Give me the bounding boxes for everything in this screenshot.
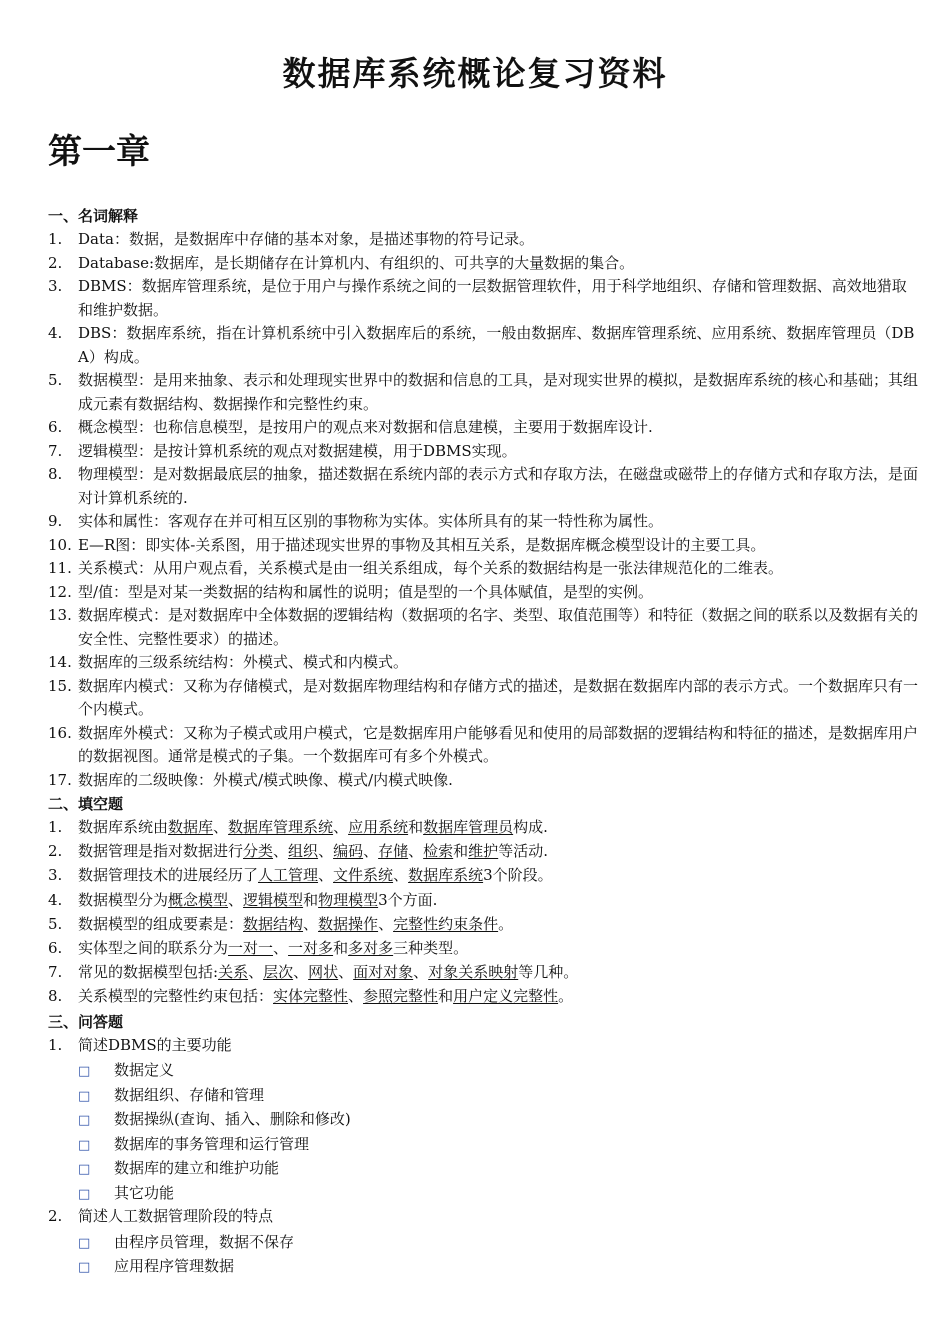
bullet-icon: □ bbox=[78, 1186, 91, 1202]
fill-text: 和 bbox=[408, 818, 424, 836]
fill-item-number: 1. bbox=[48, 818, 63, 836]
term-item-text: 数据库模式：是对数据库中全体数据的逻辑结构（数据项的名字、类型、取值范围等）和特征（数据之间的联系以及数据有关的安全性、完整性要求）的描述。 bbox=[78, 606, 919, 648]
fill-text: 等几种。 bbox=[518, 963, 579, 982]
fill-answer: 分类 bbox=[243, 842, 274, 861]
term-item-number: 1. bbox=[48, 230, 63, 248]
qa-bullet bbox=[78, 1254, 234, 1280]
term-item bbox=[48, 581, 918, 605]
fill-text: 构成. bbox=[513, 818, 548, 836]
bullet-icon: □ bbox=[78, 1088, 91, 1104]
fill-text: 。 bbox=[558, 987, 574, 1006]
fill-text: 、 bbox=[348, 987, 364, 1006]
fill-answer: 文件系统 bbox=[333, 866, 394, 885]
fill-item bbox=[48, 889, 918, 913]
fill-answer: 数据结构 bbox=[243, 914, 304, 933]
qa-bullet bbox=[78, 1181, 174, 1207]
qa-item-text: 简述人工数据管理阶段的特点 bbox=[78, 1207, 274, 1226]
fill-item-number: 7. bbox=[48, 963, 63, 982]
term-item-text: Data：数据，是数据库中存储的基本对象，是描述事物的符号记录。 bbox=[78, 230, 534, 248]
term-item bbox=[48, 534, 918, 558]
bullet-icon: □ bbox=[78, 1137, 91, 1153]
qa-item bbox=[48, 1034, 918, 1058]
term-item-text: 关系模式：从用户观点看，关系模式是由一组关系组成，每个关系的数据结构是一张法律规范化的二维表。 bbox=[78, 559, 784, 577]
fill-answer: 物理模型 bbox=[318, 890, 379, 909]
fill-item-text bbox=[78, 913, 918, 937]
fill-item-text bbox=[78, 937, 918, 961]
fill-text: 、 bbox=[228, 890, 244, 909]
fill-text: 数据库系统由 bbox=[78, 818, 169, 836]
term-item bbox=[48, 440, 918, 464]
chapter-heading: 第一章 bbox=[48, 132, 150, 172]
fill-answer: 对象关系映射 bbox=[428, 963, 519, 982]
term-item bbox=[48, 675, 918, 722]
term-item-number: 6. bbox=[48, 418, 63, 436]
fill-text: 、 bbox=[273, 842, 289, 861]
fill-answer: 实体完整性 bbox=[273, 987, 349, 1006]
fill-text: 实体型之间的联系分为 bbox=[78, 939, 229, 957]
term-item bbox=[48, 228, 918, 252]
fill-answer: 网状 bbox=[308, 963, 339, 982]
fill-answer: 数据库管理系统 bbox=[228, 818, 334, 836]
qa-bullet-text: 应用程序管理数据 bbox=[114, 1257, 235, 1276]
term-item-text: 概念模型：也称信息模型，是按用户的观点来对数据和信息建模，主要用于数据库设计. bbox=[78, 418, 653, 436]
fill-text: 、 bbox=[213, 818, 229, 836]
fill-text: 数据管理是指对数据进行 bbox=[78, 842, 244, 861]
fill-answer: 数据操作 bbox=[318, 914, 379, 933]
qa-item bbox=[48, 1205, 918, 1229]
fill-answer: 检索 bbox=[423, 842, 454, 861]
qa-bullet bbox=[78, 1132, 309, 1158]
fill-item-number: 6. bbox=[48, 939, 63, 957]
qa-bullet-text: 数据库的建立和维护功能 bbox=[114, 1159, 280, 1178]
fill-item-text bbox=[78, 889, 918, 913]
fill-text: 、 bbox=[408, 842, 424, 861]
fill-text: 和 bbox=[453, 842, 469, 861]
fill-answer: 应用系统 bbox=[348, 818, 409, 836]
term-item bbox=[48, 557, 918, 581]
term-item-number: 5. bbox=[48, 371, 63, 389]
fill-text: 3个方面. bbox=[378, 890, 438, 909]
term-item-number: 3. bbox=[48, 277, 63, 295]
term-item-text: 物理模型：是对数据最底层的抽象，描述数据在系统内部的表示方式和存取方法，在磁盘或磁带上的存储方式和存取方法，是面对计算机系统的. bbox=[78, 465, 919, 507]
term-item-number: 11. bbox=[48, 559, 72, 577]
qa-bullet-text: 数据库的事务管理和运行管理 bbox=[114, 1134, 310, 1153]
qa-item-text: 简述DBMS的主要功能 bbox=[78, 1035, 232, 1054]
term-item bbox=[48, 651, 918, 675]
term-item-text: 数据模型：是用来抽象、表示和处理现实世界中的数据和信息的工具，是对现实世界的模拟，是数据库系统的核心和基础；其组成元素有数据结构、数据操作和完整性约束。 bbox=[78, 371, 919, 413]
term-item-number: 9. bbox=[48, 512, 63, 530]
fill-answer: 概念模型 bbox=[168, 890, 229, 909]
term-item-text: 数据库外模式：又称为子模式或用户模式，它是数据库用户能够看见和使用的局部数据的逻辑结构和特征的描述，是数据库用户的数据视图。通常是模式的子集。一个数据库可有多个外模式。 bbox=[78, 723, 919, 765]
qa-bullet-text: 其它功能 bbox=[114, 1183, 175, 1202]
fill-item bbox=[48, 961, 918, 985]
fill-item-text bbox=[78, 864, 918, 888]
bullet-icon: □ bbox=[78, 1064, 91, 1080]
term-item-number: 17. bbox=[48, 770, 72, 789]
fill-text: 、 bbox=[273, 939, 289, 957]
section-heading-fill: 二、填空题 bbox=[48, 795, 124, 813]
qa-item-number: 2. bbox=[48, 1207, 63, 1226]
section-heading-terms: 一、名词解释 bbox=[48, 207, 139, 225]
term-item-text: Database:数据库，是长期储存在计算机内、有组织的、可共享的大量数据的集合。 bbox=[78, 253, 635, 272]
fill-item bbox=[48, 816, 918, 840]
fill-text: 、 bbox=[338, 963, 354, 982]
fill-answer: 一对多 bbox=[288, 939, 334, 957]
term-item bbox=[48, 722, 918, 769]
fill-item-text bbox=[78, 985, 918, 1009]
fill-text: 等活动. bbox=[498, 842, 548, 861]
term-item bbox=[48, 275, 918, 322]
fill-answer: 层次 bbox=[263, 963, 294, 982]
bullet-icon: □ bbox=[78, 1235, 91, 1251]
fill-item bbox=[48, 840, 918, 864]
fill-item-text bbox=[78, 961, 918, 985]
term-item-number: 4. bbox=[48, 324, 63, 342]
fill-text: 、 bbox=[333, 818, 349, 836]
fill-text: 、 bbox=[393, 866, 409, 885]
fill-item-text bbox=[78, 840, 918, 864]
term-item-number: 2. bbox=[48, 253, 63, 272]
term-item-number: 10. bbox=[48, 535, 72, 554]
fill-text: 、 bbox=[248, 963, 264, 982]
term-item-text: DBMS：数据库管理系统，是位于用户与操作系统之间的一层数据管理软件，用于科学地组织、存储和管理数据、高效地猎取和维护数据。 bbox=[78, 277, 907, 319]
fill-answer: 参照完整性 bbox=[363, 987, 439, 1006]
term-item bbox=[48, 369, 918, 416]
term-item-number: 15. bbox=[48, 676, 72, 695]
term-item-number: 7. bbox=[48, 441, 63, 460]
term-item bbox=[48, 322, 918, 369]
bullet-icon: □ bbox=[78, 1260, 91, 1276]
term-item bbox=[48, 769, 918, 793]
fill-answer: 用户定义完整性 bbox=[453, 987, 559, 1006]
fill-text: 常见的数据模型包括: bbox=[78, 963, 219, 982]
term-item-text: 实体和属性：客观存在并可相互区别的事物称为实体。实体所具有的某一特性称为属性。 bbox=[78, 512, 664, 530]
fill-text: 、 bbox=[318, 842, 334, 861]
fill-item-number: 5. bbox=[48, 914, 63, 933]
fill-text: 数据模型的组成要素是： bbox=[78, 914, 244, 933]
term-item-number: 16. bbox=[48, 723, 72, 742]
fill-item bbox=[48, 937, 918, 961]
fill-text: 关系模型的完整性约束包括： bbox=[78, 987, 274, 1006]
fill-answer: 编码 bbox=[333, 842, 364, 861]
fill-text: 数据模型分为 bbox=[78, 890, 169, 909]
term-item-text: 型/值：型是对某一类数据的结构和属性的说明；值是型的一个具体赋值，是型的实例。 bbox=[78, 582, 654, 601]
fill-answer: 数据库管理员 bbox=[423, 818, 514, 836]
fill-text: 、 bbox=[318, 866, 334, 885]
document-title: 数据库系统概论复习资料 bbox=[282, 54, 668, 93]
fill-text: 数据管理技术的进展经历了 bbox=[78, 866, 259, 885]
qa-bullet-text: 数据定义 bbox=[114, 1061, 175, 1080]
term-item-text: 数据库内模式：又称为存储模式，是对数据库物理结构和存储方式的描述，是数据在数据库内部的表示方式。一个数据库只有一个内模式。 bbox=[78, 676, 919, 718]
fill-text: 、 bbox=[413, 963, 429, 982]
fill-item-text bbox=[78, 816, 918, 840]
bullet-icon: □ bbox=[78, 1113, 91, 1129]
term-item-number: 8. bbox=[48, 465, 63, 483]
fill-text: 和 bbox=[333, 939, 349, 957]
fill-text: 、 bbox=[378, 914, 394, 933]
fill-answer: 存储 bbox=[378, 842, 409, 861]
qa-bullet bbox=[78, 1107, 351, 1133]
term-item bbox=[48, 252, 918, 276]
qa-bullet bbox=[78, 1156, 279, 1182]
term-item-text: 数据库的三级系统结构：外模式、模式和内模式。 bbox=[78, 653, 409, 671]
fill-item-number: 3. bbox=[48, 866, 63, 885]
bullet-icon: □ bbox=[78, 1162, 91, 1178]
fill-item bbox=[48, 985, 918, 1009]
qa-bullet bbox=[78, 1230, 294, 1256]
fill-item-number: 8. bbox=[48, 987, 63, 1006]
qa-bullet-text: 由程序员管理，数据不保存 bbox=[114, 1232, 295, 1251]
qa-bullet-text: 数据组织、存储和管理 bbox=[114, 1085, 265, 1104]
section-heading-qa: 三、问答题 bbox=[48, 1012, 124, 1031]
fill-text: 和 bbox=[303, 890, 319, 909]
fill-answer: 组织 bbox=[288, 842, 319, 861]
fill-item bbox=[48, 913, 918, 937]
term-item-number: 14. bbox=[48, 653, 72, 671]
fill-text: 、 bbox=[363, 842, 379, 861]
term-item bbox=[48, 416, 918, 440]
fill-answer: 一对一 bbox=[228, 939, 274, 957]
fill-text: 。 bbox=[498, 914, 514, 933]
fill-answer: 完整性约束条件 bbox=[393, 914, 499, 933]
term-item-text: E—R图：即实体-关系图，用于描述现实世界的事物及其相互关系，是数据库概念模型设计的主要工具。 bbox=[78, 535, 766, 554]
term-item bbox=[48, 463, 918, 510]
fill-item bbox=[48, 864, 918, 888]
fill-answer: 多对多 bbox=[348, 939, 394, 957]
term-item-number: 13. bbox=[48, 606, 72, 624]
fill-answer: 逻辑模型 bbox=[243, 890, 304, 909]
fill-answer: 数据库系统 bbox=[408, 866, 484, 885]
fill-answer: 人工管理 bbox=[258, 866, 319, 885]
fill-answer: 维护 bbox=[468, 842, 499, 861]
qa-item-number: 1. bbox=[48, 1035, 63, 1054]
qa-bullet-text: 数据操纵(查询、插入、删除和修改) bbox=[114, 1110, 351, 1129]
fill-text: 和 bbox=[438, 987, 454, 1006]
term-item-text: 数据库的二级映像：外模式/模式映像、模式/内模式映像. bbox=[78, 770, 453, 789]
qa-bullet bbox=[78, 1083, 264, 1109]
term-item bbox=[48, 604, 918, 651]
fill-answer: 关系 bbox=[218, 963, 249, 982]
term-item-text: DBS：数据库系统，指在计算机系统中引入数据库后的系统，一般由数据库、数据库管理系统、应用系统、数据库管理员（DBA）构成。 bbox=[78, 324, 915, 366]
fill-text: 三种类型。 bbox=[393, 939, 469, 957]
fill-answer: 数据库 bbox=[168, 818, 214, 836]
fill-text: 3个阶段。 bbox=[483, 866, 553, 885]
fill-text: 、 bbox=[293, 963, 309, 982]
term-item-number: 12. bbox=[48, 582, 72, 601]
fill-answer: 面对对象 bbox=[353, 963, 414, 982]
term-item bbox=[48, 510, 918, 534]
term-item-text: 逻辑模型：是按计算机系统的观点对数据建模，用于DBMS实现。 bbox=[78, 441, 517, 460]
qa-bullet bbox=[78, 1058, 174, 1084]
fill-item-number: 2. bbox=[48, 842, 63, 861]
fill-text: 、 bbox=[303, 914, 319, 933]
fill-item-number: 4. bbox=[48, 890, 63, 909]
